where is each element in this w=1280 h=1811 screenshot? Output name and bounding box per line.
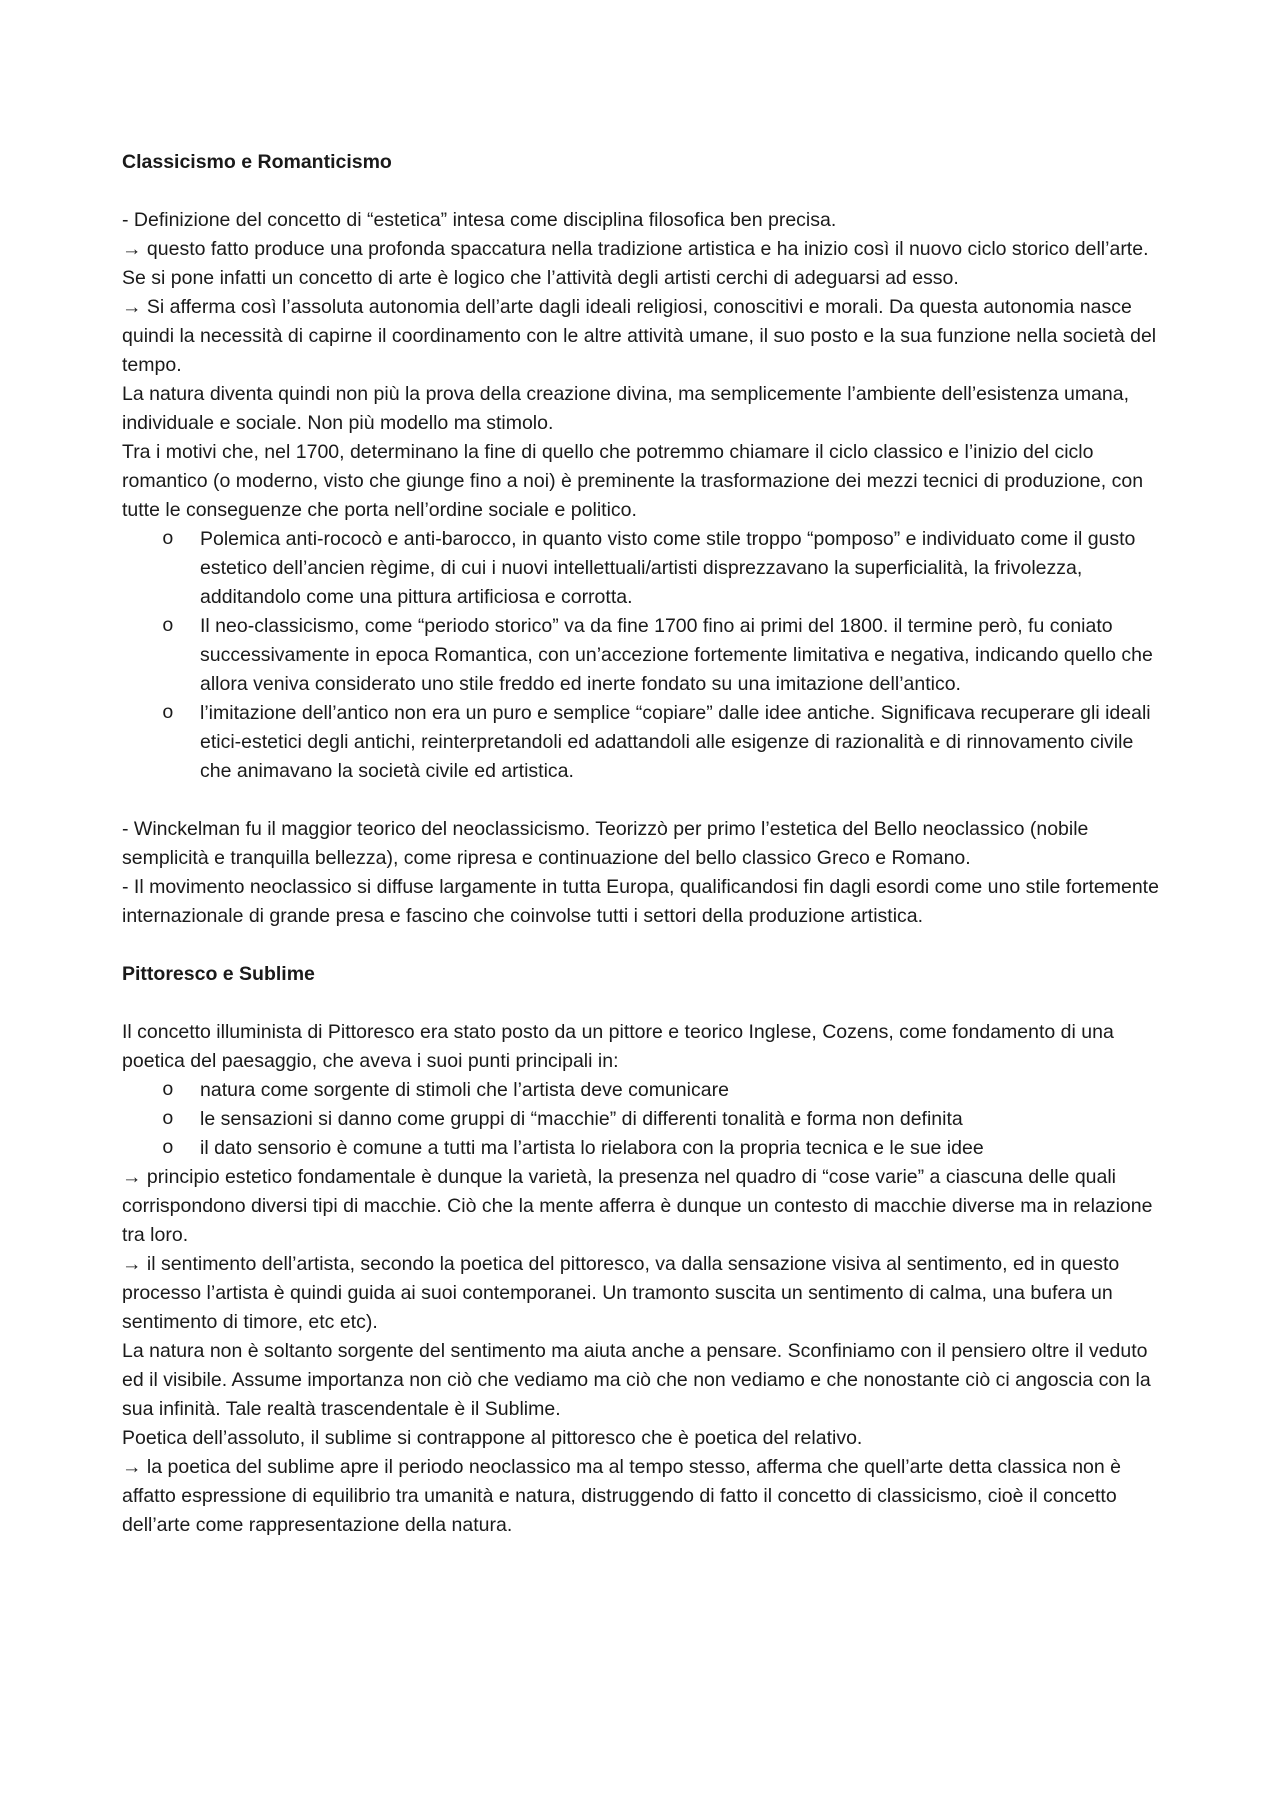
list-item-text: Il neo-classicismo, come “periodo storico” va da fine 1700 fino ai primi del 1800. il termine però, fu coniato successivamente in epoca Romantica, con un’accezione fortemente limitativa e negativa, indicando quello che allora veniva considerato uno stile freddo ed inerte fondato su una imitazione dell’antico. <box>200 615 1153 695</box>
bullet-list-neoclassicismo <box>122 525 1162 786</box>
paragraph: Tra i motivi che, nel 1700, determinano la fine di quello che potremmo chiamare il ciclo classico e l’inizio del ciclo romantico (o moderno, visto che giunge fino a noi) è preminente la trasformazione dei mezzi tecnici di produzione, con tutte le conseguenze che porta nell’ordine sociale e politico. <box>122 441 1144 521</box>
paragraph: → la poetica del sublime apre il periodo neoclassico ma al tempo stesso, afferma che quell’arte detta classica non è affatto espressione di equilibrio tra umanità e natura, distruggendo di fatto il concetto di classicismo, cioè il concetto dell’arte come rappresentazione della natura. <box>122 1456 1122 1536</box>
paragraph: → Si afferma così l’assoluta autonomia dell’arte dagli ideali religiosi, conoscitivi e morali. Da questa autonomia nasce quindi la necessità di capirne il coordinamento con le altre attività umane, il suo posto e la sua funzione nella società del tempo. <box>122 296 1157 376</box>
paragraph: → principio estetico fondamentale è dunque la varietà, la presenza nel quadro di “cose varie” a ciascuna delle quali corrispondono diversi tipi di macchie. Ciò che la mente afferra è dunque un contesto di macchie diverse ma in relazione tra loro. <box>122 1166 1153 1246</box>
paragraph: Poetica dell’assoluto, il sublime si contrappone al pittoresco che è poetica del relativo. <box>122 1427 863 1449</box>
list-item-text: l’imitazione dell’antico non era un puro e semplice “copiare” dalle idee antiche. Significava recuperare gli ideali etici-estetici degli antichi, reinterpretandoli ed adattandoli alle esigenze di razionalità e di rinnovamento civile che animavano la società civile ed artistica. <box>200 702 1151 782</box>
paragraph: - Il movimento neoclassico si diffuse largamente in tutta Europa, qualificandosi fin dagli esordi come uno stile fortemente internazionale di grande presa e fascino che coinvolse tutti i settori della produzione artistica. <box>122 876 1159 927</box>
spacer <box>122 177 1162 206</box>
bullet-circle-icon: o <box>162 702 174 724</box>
list-item <box>122 699 1162 786</box>
list-item-text: natura come sorgente di stimoli che l’artista deve comunicare <box>200 1079 729 1101</box>
list-item <box>122 525 1162 612</box>
list-item <box>122 1076 1162 1105</box>
bullet-circle-icon: o <box>162 1137 174 1159</box>
paragraph: - Definizione del concetto di “estetica” intesa come disciplina filosofica ben precisa. <box>122 209 837 231</box>
paragraph: - Winckelman fu il maggior teorico del neoclassicismo. Teorizzò per primo l’estetica del Bello neoclassico (nobile semplicità e tranquilla bellezza), come ripresa e continuazione del bello classico Greco e Romano. <box>122 818 1089 869</box>
spacer <box>122 989 1162 1018</box>
bullet-circle-icon: o <box>162 1079 174 1101</box>
list-item <box>122 1105 1162 1134</box>
section-title-pittoresco: Pittoresco e Sublime <box>122 963 315 985</box>
section-title-classicismo: Classicismo e Romanticismo <box>122 151 392 173</box>
paragraph: Se si pone infatti un concetto di arte è logico che l’attività degli artisti cerchi di adeguarsi ad esso. <box>122 267 959 289</box>
paragraph: Il concetto illuminista di Pittoresco era stato posto da un pittore e teorico Inglese, Cozens, come fondamento di una poetica del paesaggio, che aveva i suoi punti principali in: <box>122 1021 1114 1072</box>
paragraph: La natura non è soltanto sorgente del sentimento ma aiuta anche a pensare. Sconfiniamo con il pensiero oltre il veduto ed il visibile. Assume importanza non ciò che vediamo ma ciò che non vediamo e che nonostante ciò ci angoscia con la sua infinità. Tale realtà trascendentale è il Sublime. <box>122 1340 1151 1420</box>
paragraph: La natura diventa quindi non più la prova della creazione divina, ma semplicemente l’ambiente dell’esistenza umana, individuale e sociale. Non più modello ma stimolo. <box>122 383 1130 434</box>
bullet-circle-icon: o <box>162 528 174 550</box>
list-item <box>122 1134 1162 1163</box>
spacer <box>122 786 1162 815</box>
bullet-circle-icon: o <box>162 615 174 637</box>
bullet-circle-icon: o <box>162 1108 174 1130</box>
list-item-text: il dato sensorio è comune a tutti ma l’artista lo rielabora con la propria tecnica e le sue idee <box>200 1137 984 1159</box>
paragraph: → questo fatto produce una profonda spaccatura nella tradizione artistica e ha inizio così il nuovo ciclo storico dell’arte. <box>122 238 1149 260</box>
list-item-text: Polemica anti-rococò e anti-barocco, in quanto visto come stile troppo “pomposo” e individuato come il gusto estetico dell’ancien règime, di cui i nuovi intellettuali/artisti disprezzavano la superficialità, la frivolezza, additandolo come una pittura artificiosa e corrotta. <box>200 528 1136 608</box>
document-page <box>122 148 1162 1540</box>
paragraph: → il sentimento dell’artista, secondo la poetica del pittoresco, va dalla sensazione visiva al sentimento, ed in questo processo l’artista è quindi guida ai suoi contemporanei. Un tramonto suscita un sentimento di calma, una bufera un sentimento di timore, etc etc). <box>122 1253 1120 1333</box>
list-item-text: le sensazioni si danno come gruppi di “macchie” di differenti tonalità e forma non definita <box>200 1108 963 1130</box>
list-item <box>122 612 1162 699</box>
bullet-list-pittoresco <box>122 1076 1162 1163</box>
spacer <box>122 931 1162 960</box>
